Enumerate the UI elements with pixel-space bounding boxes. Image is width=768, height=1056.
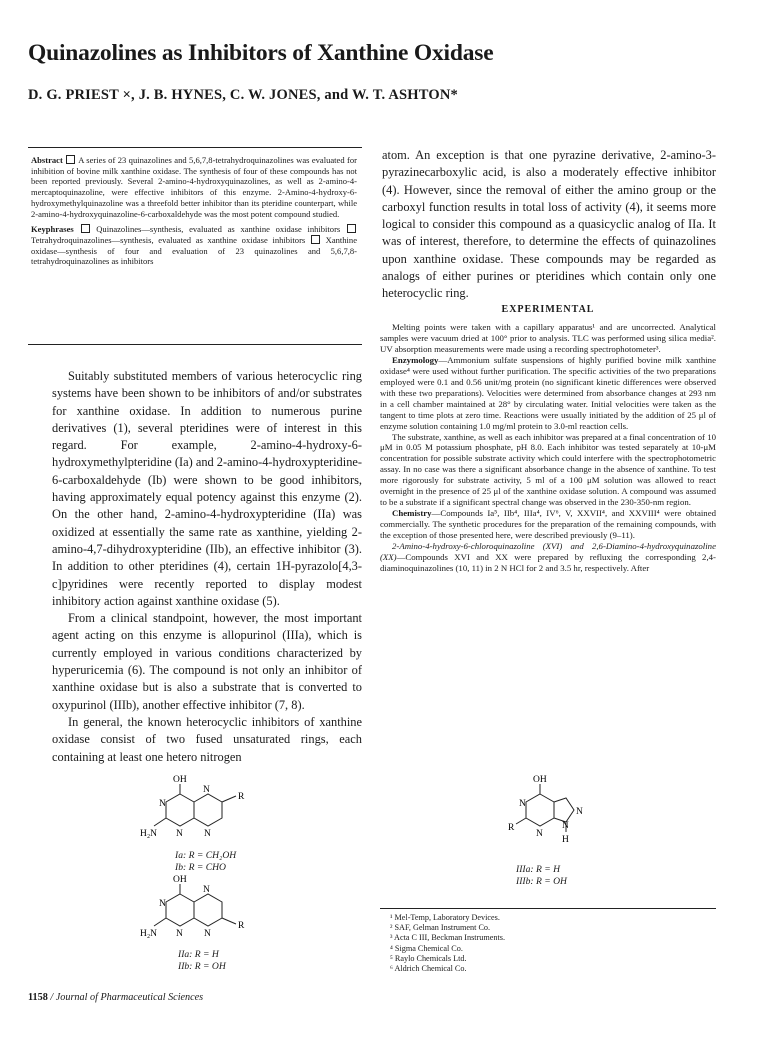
n-label: N	[204, 829, 211, 839]
footnote: ³ Acta C III, Beckman Instruments.	[390, 933, 506, 943]
enzymology-text: —Ammonium sulfate suspensions of highly purified bovine milk xanthine oxidase⁴ were used without further purification. The specific activities of the two preparations employed were 0.1 and 0.56 unit/mg protein (no significant kinetic differences were observed with these two preparations). Velocities were determined from absorbance changes at 293 nm in a cell chamber maintained at 28° by circulating water. Initial velocities were taken as the tangent to time plots at zero time. Reactions were usually initiated by the addition of 25 μl of enzyme solution containing 1.0 mg/ml protein to 3.0-ml reaction cells.	[380, 354, 716, 431]
intro-column	[52, 368, 362, 766]
h2n-label: H₂N	[140, 829, 158, 839]
intro-paragraph: In general, the known heterocyclic inhibitors of xanthine oxidase consist of two fused unsaturated rings, each containing at least one hetero nitrogen	[52, 714, 362, 764]
experimental-text	[380, 322, 716, 574]
n-label: N	[536, 829, 543, 839]
journal-name: Journal of Pharmaceutical Sciences	[55, 992, 204, 1003]
footnote: ⁶ Aldrich Chemical Co.	[390, 964, 467, 974]
intro-paragraph: From a clinical standpoint, however, the most important agent acting on this enzyme is allopurinol (IIIa), which is currently employed in various conditions characterized by hyperuricemia (6). The compound is not only an inhibitor of xanthine oxidase but is also a substrate that is converted to oxypurinol (IIIb), another effective inhibitor (7, 8).	[52, 611, 362, 712]
structure-ia-label: Ia: R = CH₂OH	[175, 850, 237, 861]
keyphrase-3: Xanthine oxidase—synthesis of four and evaluation of 23 quinazolines and 5,6,7,8-tetrahydroquinazolines as inhibitors	[31, 234, 357, 267]
h2n-label: H₂N	[140, 929, 158, 939]
footnotes	[380, 908, 716, 974]
n-label: N	[159, 799, 166, 809]
n-label: N	[159, 899, 166, 909]
section-heading-experimental: EXPERIMENTAL	[501, 304, 595, 315]
n-label: N	[176, 829, 183, 839]
footnote: ⁵ Raylo Chemicals Ltd.	[390, 953, 467, 963]
n-label: N	[203, 885, 210, 895]
enzymology-label: Enzymology	[392, 354, 439, 365]
intro-paragraph: Suitably substituted members of various heterocyclic ring systems have been shown to be inhibitors of and/or substrates for xanthine oxidase. In addition to numerous purine derivatives (1), several pteridines were of interest in this regard. For example, 2-amino-4-hydroxy-6-hydroxymethylpteridine (Ia) and 2-amino-4-hydroxypteridine-6-carboxaldehyde (Ib) were shown to be good inhibitors, having approximately equal potency against this enzyme (2). On the other hand, 2-amino-4-hydroxypteridine (IIa) was oxidized at essentially the same rate as xanthine, yielding 2-amino-4,7-dihydroxypteridine (IIb), an effective inhibitor (3). In addition to other pteridines (4), certain 1H-pyrazolo[4,3-c]pyridines were recently reported to display modest inhibitory action against xanthine oxidase (5).	[52, 369, 363, 608]
keyphrase-2: Tetrahydroquinazolines—synthesis, evaluated as xanthine oxidase inhibitors	[31, 234, 306, 245]
oh-label: OH	[173, 875, 187, 885]
r-label: R	[238, 792, 245, 802]
exp-paragraph: Melting points were taken with a capillary apparatus¹ and are uncorrected. Analytical samples were vacuum dried at 100° prior to analysis. TLC was performed using silica media². UV absorption measurements were made using a recording spectrophotometer³.	[380, 322, 716, 354]
n-label: N	[203, 785, 210, 795]
keyphrases-label: Keyphrases	[31, 224, 74, 235]
exp-paragraph: The substrate, xanthine, as well as each inhibitor was prepared at a final concentration of 10 μM in 0.05 M potassium phosphate, pH 8.0. Each inhibitor was tested separately at 10-μM concentration for possible substrate activity which could interfere with the spectrophotometric assay. In no case was there a significant absorbance change in the absence of xanthine. To test more rigorously for substrate activity, 5 ml of a 100 μM solution was allowed to react overnight in the presence of 25 μl of the xanthine oxidase solution. A compound was assumed to be a substrate if a significant spectral change was observed in the 230-350-nm region.	[380, 431, 716, 508]
abstract-text	[31, 155, 357, 272]
intro-continuation: atom. An exception is that one pyrazine derivative, 2-amino-3-pyrazinecarboxylic acid, is also a moderately effective inhibitor (4). However, since the removal of either the amino group or the carboxyl function results in total loss of activity (4), it seems more logical to consider this compound as a quasicyclic analog of IIa. It was of interest, therefore, to determine the effects of quinazolines upon xanthine oxidase. These compounds may be regarded as analogs of either purines or pteridines which contain only one heterocyclic ring.	[382, 148, 716, 301]
footnote: ¹ Mel-Temp, Laboratory Devices.	[390, 913, 500, 922]
structure-ib-label: Ib: R = CHO	[175, 862, 226, 873]
page-footer: 1158 / Journal of Pharmaceutical Sciences	[28, 992, 204, 1003]
structure-iiib-label: IIIb: R = OH	[516, 876, 567, 887]
r-label: R	[238, 921, 245, 931]
article-title: Quinazolines as Inhibitors of Xanthine Oxidase	[28, 40, 494, 66]
square-bullet-icon	[81, 224, 90, 233]
structure-iii-diagram	[500, 772, 610, 864]
keyphrase-1: Quinazolines—synthesis, evaluated as xanthine oxidase inhibitors	[96, 224, 341, 235]
square-bullet-icon	[311, 235, 320, 244]
n-label: N	[204, 929, 211, 939]
page-number: 1158	[28, 992, 48, 1003]
structure-iiia-label: IIIa: R = H	[516, 864, 561, 875]
footnote: ⁴ Sigma Chemical Co.	[390, 943, 463, 953]
structure-ii-diagram	[140, 872, 280, 952]
n-label: N	[562, 821, 569, 831]
square-bullet-icon	[66, 155, 75, 164]
footnote: ² SAF, Gelman Instrument Co.	[390, 923, 491, 933]
oh-label: OH	[173, 775, 187, 785]
n-label: N	[576, 807, 583, 817]
abstract-label: Abstract	[31, 155, 63, 165]
n-label: N	[519, 799, 526, 809]
structure-iia-label: IIa: R = H	[178, 949, 219, 960]
abstract-box	[28, 147, 362, 345]
synthesis-text: —Compounds XVI and XX were prepared by refluxing the corresponding 2,4-diaminoquinazolines (10, 11) in 2 N HCl for 2 and 3.5 hr, respectively. After	[380, 552, 716, 573]
structure-iib-label: IIb: R = OH	[178, 961, 226, 972]
square-bullet-icon	[347, 224, 356, 233]
author-line: D. G. PRIEST ×, J. B. HYNES, C. W. JONES, and W. T. ASHTON*	[28, 87, 458, 103]
oh-label: OH	[533, 775, 547, 785]
abstract-body: A series of 23 quinazolines and 5,6,7,8-tetrahydroquinazolines was evaluated for inhibition of bovine milk xanthine oxidase. The synthesis of four of these compounds has not been reported previously. Several 2-amino-4-hydroxyquinazolines, as well as 2-amino-4-mercaptoquinazoline, were effective inhibitors of this enzyme. 2-Amino-4-hydroxy-6-hydroxymethylquinazoline was a threefold better inhibitor than its pteridine counterpart, while 2-amino-4-hydroxyquinazoline-6-carboxaldehyde was the most potent compound studied.	[31, 155, 357, 219]
n-label: N	[176, 929, 183, 939]
structure-i-diagram	[140, 772, 280, 850]
h-label: H	[562, 835, 569, 845]
chemistry-label: Chemistry	[392, 508, 432, 519]
chemistry-text: —Compounds Ia⁵, IIb⁴, IIIa⁴, IV⁶, V, XXVII⁴, and XXVIII⁴ were obtained commercially. The synthetic procedures for the preparation of the remaining compounds, with the exception of those presented here, were described previously (9–11).	[380, 508, 716, 541]
r-label: R	[508, 823, 515, 833]
right-column-intro	[382, 147, 716, 303]
synthesis-label: 2-Amino-4-hydroxy-6-chloroquinazoline (XVI) and 2,6-Diamino-4-hydroxyquinazoline (XX)	[380, 541, 716, 563]
